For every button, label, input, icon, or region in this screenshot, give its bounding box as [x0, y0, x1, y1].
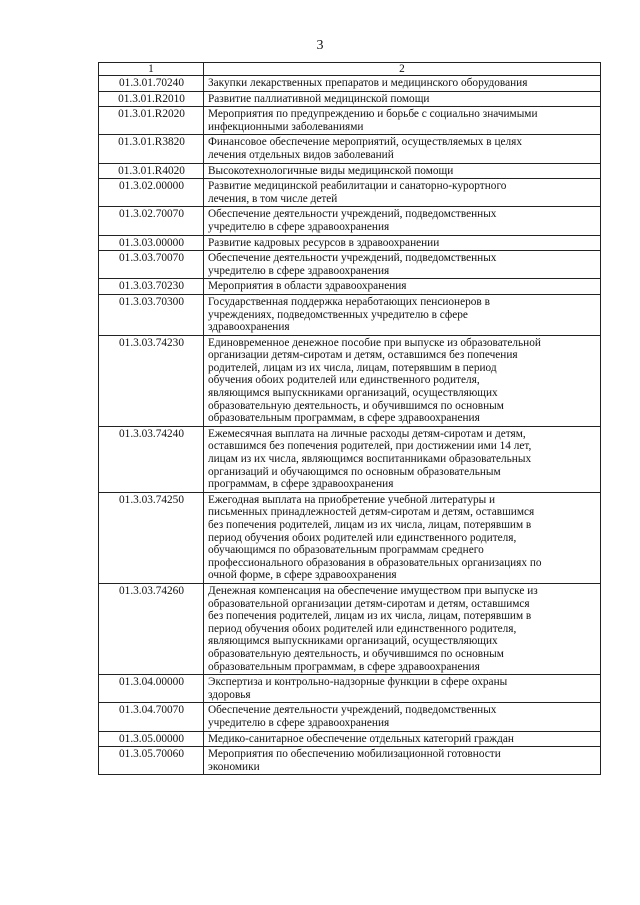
row-code-cell: 01.3.03.74230: [99, 335, 204, 426]
row-name-cell: Финансовое обеспечение мероприятий, осуществляемых в целях лечения отдельных видов заболеваний: [204, 135, 601, 163]
row-name-cell: Обеспечение деятельности учреждений, подведомственных учредителю в сфере здравоохранения: [204, 251, 601, 279]
table-row: [99, 107, 601, 135]
table-row: [99, 179, 601, 207]
table-row: [99, 675, 601, 703]
row-name-cell: Мероприятия по обеспечению мобилизационной готовности экономики: [204, 747, 601, 775]
table-header-row: [99, 63, 601, 76]
row-name-cell: Ежегодная выплата на приобретение учебной литературы и письменных принадлежностей детям-сиротам и детям, оставшимся без попечения родителей, лицам из их числа, лицам, потерявшим в период обучения обоих родителей или единственного родителя, обучающимся по образовательным программам среднего профессионального образования в образовательных организациях по очной форме, в сфере здравоохранения: [204, 492, 601, 583]
row-code-cell: 01.3.01.R2020: [99, 107, 204, 135]
row-code-cell: 01.3.05.00000: [99, 731, 204, 747]
row-code-cell: 01.3.01.R2010: [99, 91, 204, 107]
budget-code-table: [98, 62, 601, 775]
table-header: [99, 63, 601, 76]
column-header-code: 1: [99, 63, 204, 76]
table-row: [99, 731, 601, 747]
row-name-cell: Развитие кадровых ресурсов в здравоохранении: [204, 235, 601, 251]
table-row: [99, 703, 601, 731]
row-name-cell: Ежемесячная выплата на личные расходы детям-сиротам и детям, оставшимся без попечения родителей, при достижении ими 14 лет, лицам из их числа, являющимся воспитанниками образовательных организаций и обучающимся по основным образовательным программам, в сфере здравоохранения: [204, 426, 601, 492]
row-code-cell: 01.3.03.00000: [99, 235, 204, 251]
table-row: [99, 426, 601, 492]
table-row: [99, 207, 601, 235]
row-name-cell: Медико-санитарное обеспечение отдельных категорий граждан: [204, 731, 601, 747]
row-name-cell: Экспертиза и контрольно-надзорные функции в сфере охраны здоровья: [204, 675, 601, 703]
row-code-cell: 01.3.03.74250: [99, 492, 204, 583]
row-code-cell: 01.3.03.70070: [99, 251, 204, 279]
row-code-cell: 01.3.01.R3820: [99, 135, 204, 163]
page-number: 3: [316, 38, 324, 53]
table-row: [99, 235, 601, 251]
table-body: [99, 76, 601, 775]
row-code-cell: 01.3.04.70070: [99, 703, 204, 731]
row-code-cell: 01.3.02.70070: [99, 207, 204, 235]
table-row: [99, 492, 601, 583]
row-name-cell: Закупки лекарственных препаратов и медицинского оборудования: [204, 76, 601, 92]
row-name-cell: Обеспечение деятельности учреждений, подведомственных учредителю в сфере здравоохранения: [204, 207, 601, 235]
table-row: [99, 747, 601, 775]
row-code-cell: 01.3.03.70300: [99, 294, 204, 335]
table-row: [99, 335, 601, 426]
column-header-name: 2: [204, 63, 601, 76]
row-name-cell: Денежная компенсация на обеспечение имуществом при выпуске из образовательной организации детям-сиротам и детям, оставшимся без попечения родителей, лицам из их числа, лицам, потерявшим в период обучения обоих родителей или единственного родителя, являющимся выпускниками организаций, осуществляющих образовательную деятельность, и обучившимся по основным образовательным программам, в сфере здравоохранения: [204, 583, 601, 674]
row-name-cell: Обеспечение деятельности учреждений, подведомственных учредителю в сфере здравоохранения: [204, 703, 601, 731]
row-name-cell: Развитие медицинской реабилитации и санаторно-курортного лечения, в том числе детей: [204, 179, 601, 207]
table-row: [99, 251, 601, 279]
row-code-cell: 01.3.05.70060: [99, 747, 204, 775]
table-row: [99, 279, 601, 295]
row-code-cell: 01.3.03.74240: [99, 426, 204, 492]
row-code-cell: 01.3.04.00000: [99, 675, 204, 703]
table-row: [99, 76, 601, 92]
row-name-cell: Высокотехнологичные виды медицинской помощи: [204, 163, 601, 179]
table-row: [99, 294, 601, 335]
row-name-cell: Мероприятия в области здравоохранения: [204, 279, 601, 295]
row-name-cell: Единовременное денежное пособие при выпуске из образовательной организации детям-сиротам и детям, оставшимся без попечения родителей, лицам из их числа, лицам, потерявшим в период обучения обоих родителей или единственного родителя, являющимся выпускниками организаций, осуществляющих образовательную деятельность, и обучившимся по основным образовательным программам, в сфере здравоохранения: [204, 335, 601, 426]
row-name-cell: Государственная поддержка неработающих пенсионеров в учреждениях, подведомственных учредителю в сфере здравоохранения: [204, 294, 601, 335]
row-name-cell: Развитие паллиативной медицинской помощи: [204, 91, 601, 107]
table-row: [99, 163, 601, 179]
row-code-cell: 01.3.02.00000: [99, 179, 204, 207]
table-row: [99, 135, 601, 163]
row-code-cell: 01.3.03.70230: [99, 279, 204, 295]
row-code-cell: 01.3.03.74260: [99, 583, 204, 674]
table-row: [99, 91, 601, 107]
row-name-cell: Мероприятия по предупреждению и борьбе с социально значимыми инфекционными заболеваниями: [204, 107, 601, 135]
table-row: [99, 583, 601, 674]
row-code-cell: 01.3.01.70240: [99, 76, 204, 92]
row-code-cell: 01.3.01.R4020: [99, 163, 204, 179]
